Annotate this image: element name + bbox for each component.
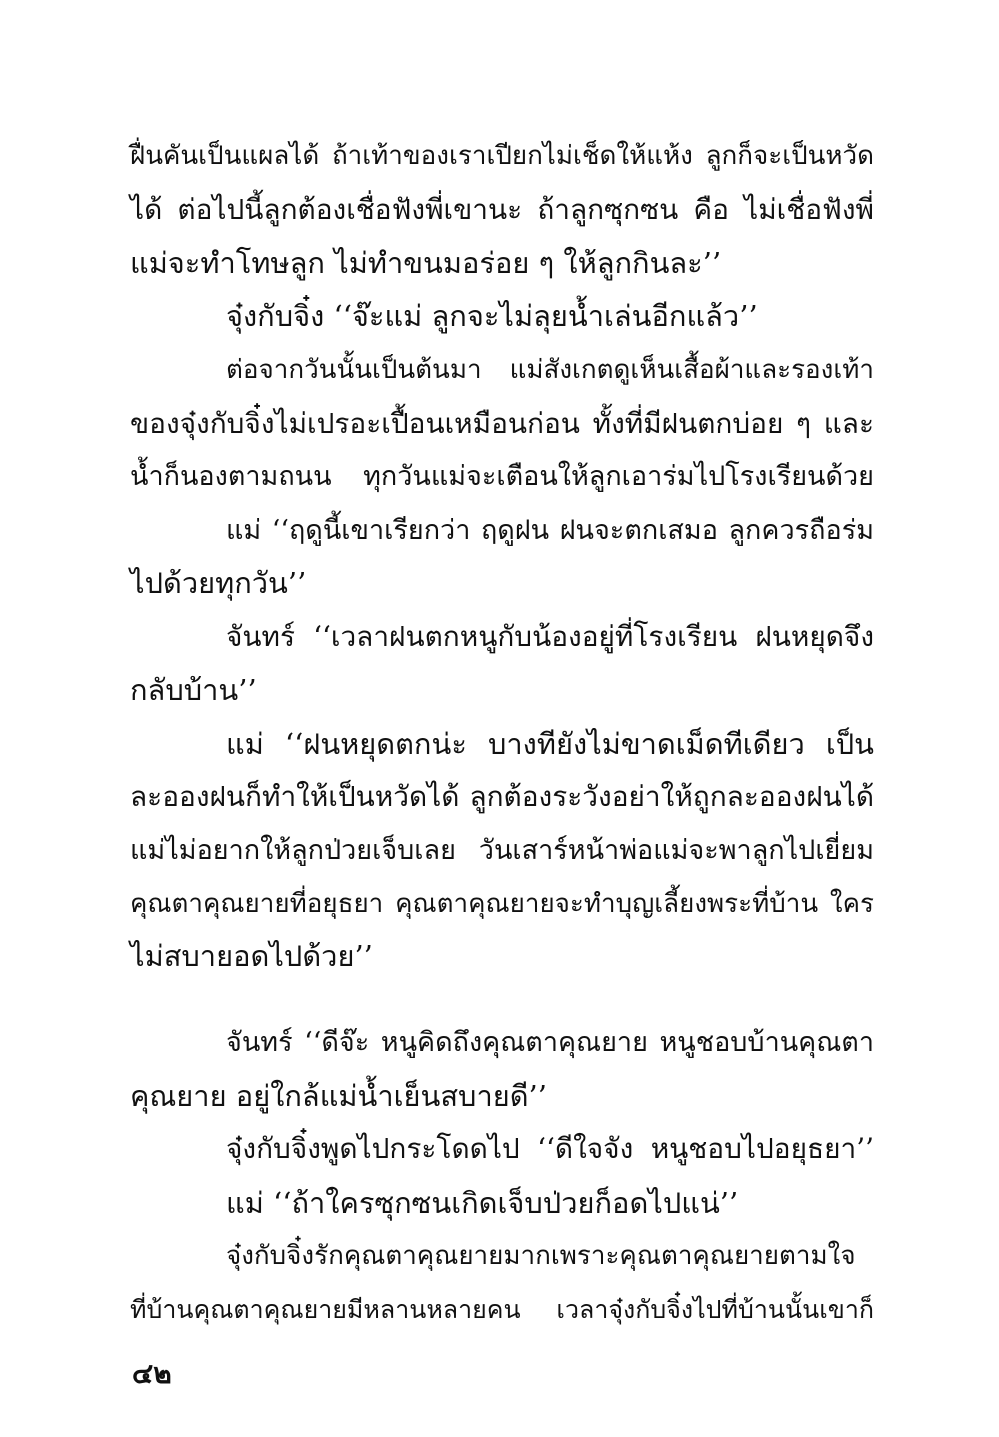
text-line-17: จันทร์ ‘‘ดีจ๊ะ หนูคิดถึงคุณตาคุณยาย หนูชอบบ้านคุณตา (226, 1027, 874, 1058)
text-line-1: ฝื่นคันเป็นแผลได้ ถ้าเท้าของเราเปียกไม่เช็ดให้แห้ง ลูกก็จะเป็นหวัด (130, 141, 874, 171)
text-line-2: ได้ ต่อไปนี้ลูกต้องเชื่อฟังพี่เขานะ ถ้าลูกซุกซน คือ ไม่เชื่อฟังพี่ (130, 193, 874, 226)
text-line-18: คุณยาย อยู่ใกล้แม่น้ำเย็นสบายดี’’ (130, 1079, 547, 1113)
text-line-6: ของจุ๋งกับจิ๋งไม่เปรอะเปื้อนเหมือนก่อน ทั้งที่มีฝนตกบ่อย ๆ และ (130, 407, 874, 440)
text-line-12: แม่ ‘‘ฝนหยุดตกน่ะ บางทียังไม่ขาดเม็ดทีเดียว เป็น (226, 727, 874, 761)
text-line-3: แม่จะทำโทษลูก ไม่ทำขนมอร่อย ๆ ให้ลูกกินละ’’ (130, 246, 722, 280)
text-line-11: กลับบ้าน’’ (130, 673, 257, 707)
text-line-14: แม่ไม่อยากให้ลูกป่วยเจ็บเลย วันเสาร์หน้าพ่อแม่จะพาลูกไปเยี่ยม (130, 835, 874, 866)
text-line-13: ละอองฝนก็ทำให้เป็นหวัดได้ ลูกต้องระวังอย่าให้ถูกละอองฝนได้ (130, 780, 874, 813)
text-line-16: ไม่สบายอดไปด้วย’’ (130, 939, 373, 973)
text-line-21: จุ๋งกับจิ๋งรักคุณตาคุณยายมากเพราะคุณตาคุณยายตามใจ (226, 1241, 856, 1271)
text-line-4: จุ๋งกับจิ๋ง ‘‘จ๊ะแม่ ลูกจะไม่ลุยน้ำเล่นอีกแล้ว’’ (226, 299, 758, 333)
text-line-9: ไปด้วยทุกวัน’’ (130, 566, 307, 600)
text-line-5: ต่อจากวันนั้นเป็นต้นมา แม่สังเกตดูเห็นเสื้อผ้าและรองเท้า (226, 355, 874, 385)
text-line-8: แม่ ‘‘ฤดูนี้เขาเรียกว่า ฤดูฝน ฝนจะตกเสมอ ลูกควรถือร่ม (226, 515, 874, 546)
text-line-15: คุณตาคุณยายที่อยุธยา คุณตาคุณยายจะทำบุญเลี้ยงพระที่บ้าน ใคร (130, 889, 874, 919)
page-number: ๔๒ (132, 1357, 172, 1390)
text-line-10: จันทร์ ‘‘เวลาฝนตกหนูกับน้องอยู่ที่โรงเรียน ฝนหยุดจึง (226, 620, 874, 653)
text-line-22: ที่บ้านคุณตาคุณยายมีหลานหลายคน เวลาจุ๋งกับจิ๋งไปที่บ้านนั้นเขาก็ (130, 1295, 874, 1324)
text-line-20: แม่ ‘‘ถ้าใครซุกซนเกิดเจ็บป่วยก็อดไปแน่’’ (226, 1186, 739, 1220)
text-line-19: จุ๋งกับจิ๋งพูดไปกระโดดไป ‘‘ดีใจจัง หนูชอบไปอยุธยา’’ (226, 1132, 874, 1165)
text-line-7: น้ำก็นองตามถนน ทุกวันแม่จะเตือนให้ลูกเอาร่มไปโรงเรียนด้วย (130, 461, 874, 492)
